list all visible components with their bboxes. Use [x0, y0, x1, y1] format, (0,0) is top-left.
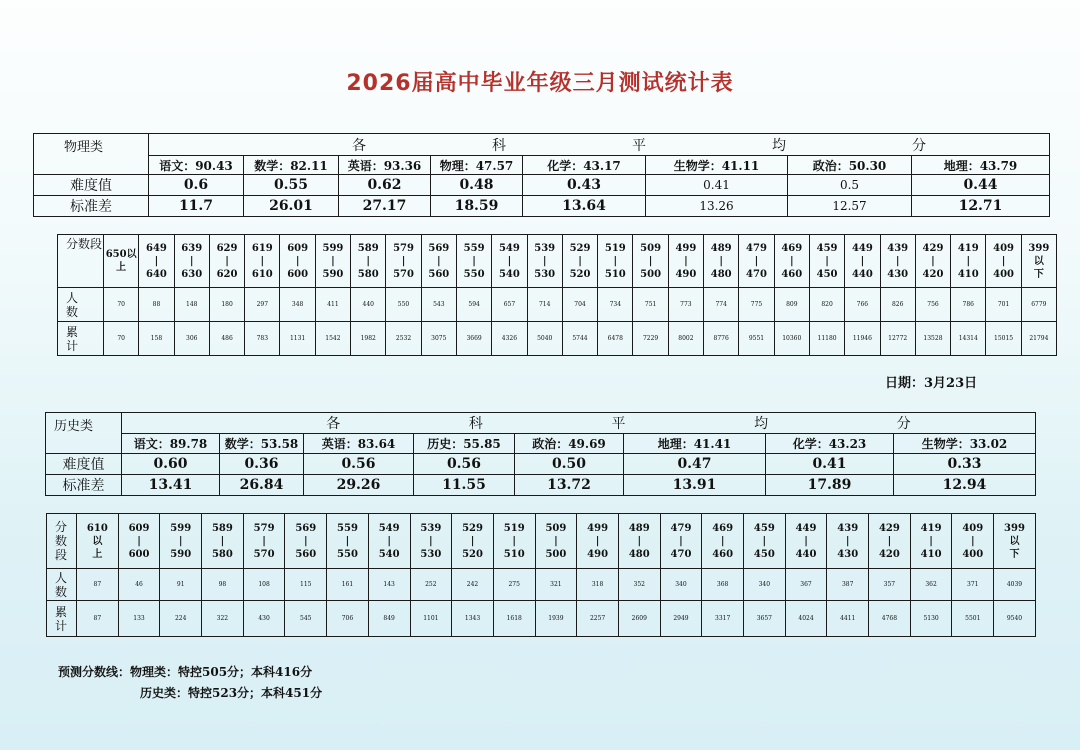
score-range: 619 | 610: [245, 235, 280, 288]
stddev-label: 标准差: [46, 475, 122, 496]
count-cell: 98: [202, 569, 244, 601]
count-cell: 88: [139, 288, 174, 322]
cumulative-cell: 11946: [845, 322, 880, 356]
cumulative-cell: 1939: [535, 601, 577, 637]
cumulative-cell: 133: [118, 601, 160, 637]
count-cell: 318: [577, 569, 619, 601]
difficulty-value: 0.41: [766, 454, 894, 475]
date-label: 日期：3月23日: [885, 376, 978, 391]
score-range: 559 | 550: [456, 235, 491, 288]
score-range: 589 | 580: [202, 514, 244, 569]
count-cell: 4039: [994, 569, 1036, 601]
count-cell: 774: [704, 288, 739, 322]
count-cell: 321: [535, 569, 577, 601]
score-range: 449 | 440: [785, 514, 827, 569]
banner-char: 科: [492, 137, 506, 154]
subject-average: 生物学：41.11: [646, 156, 788, 175]
score-range-label: 分 数 段: [47, 514, 77, 569]
count-cell: 734: [598, 288, 633, 322]
subject-average: 地理：41.41: [624, 434, 766, 454]
score-range: 579 | 570: [243, 514, 285, 569]
count-cell: 340: [744, 569, 786, 601]
score-range: 429 | 420: [869, 514, 911, 569]
cumulative-cell: 4326: [492, 322, 527, 356]
subject-average: 数学：82.11: [244, 156, 339, 175]
count-cell: 161: [327, 569, 369, 601]
score-range: 399 以 下: [1021, 235, 1056, 288]
cumulative-cell: 2609: [618, 601, 660, 637]
difficulty-value: 0.36: [220, 454, 304, 475]
cumulative-cell: 1101: [410, 601, 452, 637]
cumulative-cell: 15015: [986, 322, 1021, 356]
cumulative-cell: 545: [285, 601, 327, 637]
count-cell: 242: [452, 569, 494, 601]
stddev-value: 13.64: [523, 196, 646, 217]
difficulty-value: 0.47: [624, 454, 766, 475]
cumulative-cell: 158: [139, 322, 174, 356]
score-range: 439 | 430: [880, 235, 915, 288]
cumulative-cell: 87: [77, 601, 119, 637]
cumulative-cell: 3317: [702, 601, 744, 637]
score-range: 499 | 490: [668, 235, 703, 288]
difficulty-value: 0.60: [122, 454, 220, 475]
cumulative-cell: 11180: [809, 322, 844, 356]
count-cell: 357: [869, 569, 911, 601]
count-cell: 809: [774, 288, 809, 322]
count-cell: 766: [845, 288, 880, 322]
cumulative-cell: 1982: [351, 322, 386, 356]
score-range: 549 | 540: [492, 235, 527, 288]
count-cell: 91: [160, 569, 202, 601]
count-cell: 440: [351, 288, 386, 322]
count-cell: 180: [209, 288, 244, 322]
cumulative-cell: 70: [104, 322, 139, 356]
history-distribution-table: [46, 513, 1036, 637]
stddev-label: 标准差: [34, 196, 149, 217]
banner-char: 均: [772, 137, 786, 154]
score-range: 409 | 400: [952, 514, 994, 569]
count-cell: 252: [410, 569, 452, 601]
subject-average: 地理：43.79: [912, 156, 1050, 175]
score-range: 419 | 410: [951, 235, 986, 288]
count-cell: 148: [174, 288, 209, 322]
cumulative-cell: 13528: [915, 322, 950, 356]
difficulty-value: 0.62: [339, 175, 431, 196]
difficulty-value: 0.56: [414, 454, 515, 475]
physics-distribution-table: [57, 234, 1057, 356]
cumulative-cell: 5040: [527, 322, 562, 356]
score-range: 509 | 500: [633, 235, 668, 288]
difficulty-value: 0.33: [894, 454, 1036, 475]
banner-char: 各: [352, 137, 366, 154]
score-range: 559 | 550: [327, 514, 369, 569]
cumulative-cell: 306: [174, 322, 209, 356]
score-range: 479 | 470: [660, 514, 702, 569]
banner-char: 均: [754, 416, 769, 432]
count-cell: 70: [104, 288, 139, 322]
count-cell: 411: [315, 288, 350, 322]
banner-char: 科: [468, 416, 483, 432]
count-cell: 786: [951, 288, 986, 322]
cumulative-cell: 5130: [910, 601, 952, 637]
stddev-value: 13.72: [515, 475, 624, 496]
difficulty-value: 0.43: [523, 175, 646, 196]
cumulative-cell: 8776: [704, 322, 739, 356]
score-range: 529 | 520: [452, 514, 494, 569]
cumulative-cell: 3669: [456, 322, 491, 356]
banner-char: 分: [912, 137, 926, 154]
score-range: 419 | 410: [910, 514, 952, 569]
cumulative-cell: 1343: [452, 601, 494, 637]
cumulative-cell: 4024: [785, 601, 827, 637]
history-summary-table: [45, 412, 1036, 496]
cumulative-cell: 5744: [562, 322, 597, 356]
score-range: 489 | 480: [618, 514, 660, 569]
cumulative-cell: 1542: [315, 322, 350, 356]
count-cell: 701: [986, 288, 1021, 322]
count-cell: 773: [668, 288, 703, 322]
cumulative-cell: 2949: [660, 601, 702, 637]
subject-average: 语文：89.78: [122, 434, 220, 454]
count-cell: 367: [785, 569, 827, 601]
cumulative-cell: 9540: [994, 601, 1036, 637]
score-range: 589 | 580: [351, 235, 386, 288]
score-range: 629 | 620: [209, 235, 244, 288]
cumulative-cell: 224: [160, 601, 202, 637]
count-cell: 368: [702, 569, 744, 601]
subject-average: 化学：43.17: [523, 156, 646, 175]
stddev-value: 13.41: [122, 475, 220, 496]
difficulty-label: 难度值: [34, 175, 149, 196]
stddev-value: 27.17: [339, 196, 431, 217]
cumulative-cell: 6478: [598, 322, 633, 356]
stddev-value: 17.89: [766, 475, 894, 496]
cumulative-cell: 3657: [744, 601, 786, 637]
count-cell: 87: [77, 569, 119, 601]
cumulative-cell: 1618: [493, 601, 535, 637]
count-cell: 826: [880, 288, 915, 322]
stddev-value: 18.59: [431, 196, 523, 217]
count-cell: 550: [386, 288, 421, 322]
banner-char: 各: [326, 416, 341, 432]
stddev-value: 11.7: [149, 196, 244, 217]
banner-char: 平: [611, 416, 626, 432]
count-cell: 352: [618, 569, 660, 601]
forecast-line-history: 历史类：特控523分；本科451分: [140, 686, 323, 700]
score-range: 569 | 560: [285, 514, 327, 569]
difficulty-value: 0.6: [149, 175, 244, 196]
cumulative-cell: 4768: [869, 601, 911, 637]
count-label: 人 数: [58, 288, 104, 322]
score-range: 639 | 630: [174, 235, 209, 288]
count-cell: 714: [527, 288, 562, 322]
count-cell: 340: [660, 569, 702, 601]
difficulty-label: 难度值: [46, 454, 122, 475]
cumulative-cell: 849: [368, 601, 410, 637]
stddev-value: 12.57: [788, 196, 912, 217]
count-cell: 115: [285, 569, 327, 601]
count-cell: 775: [739, 288, 774, 322]
score-range: 529 | 520: [562, 235, 597, 288]
score-range: 469 | 460: [774, 235, 809, 288]
subject-average: 政治：50.30: [788, 156, 912, 175]
count-cell: 751: [633, 288, 668, 322]
subject-average: 语文：90.43: [149, 156, 244, 175]
cumulative-cell: 4411: [827, 601, 869, 637]
subject-average: 历史：55.85: [414, 434, 515, 454]
score-range: 489 | 480: [704, 235, 739, 288]
score-range: 610 以 上: [77, 514, 119, 569]
score-range: 609 | 600: [118, 514, 160, 569]
difficulty-value: 0.55: [244, 175, 339, 196]
cumulative-cell: 7229: [633, 322, 668, 356]
stddev-value: 12.94: [894, 475, 1036, 496]
score-range: 549 | 540: [368, 514, 410, 569]
score-range: 539 | 530: [410, 514, 452, 569]
stddev-value: 26.01: [244, 196, 339, 217]
cumulative-cell: 12772: [880, 322, 915, 356]
score-range-label: 分数段: [58, 235, 104, 288]
score-range: 499 | 490: [577, 514, 619, 569]
score-range: 509 | 500: [535, 514, 577, 569]
count-cell: 275: [493, 569, 535, 601]
cumulative-cell: 14314: [951, 322, 986, 356]
stddev-value: 29.26: [304, 475, 414, 496]
count-cell: 756: [915, 288, 950, 322]
difficulty-value: 0.48: [431, 175, 523, 196]
difficulty-value: 0.44: [912, 175, 1050, 196]
score-range: 459 | 450: [809, 235, 844, 288]
cumulative-cell: 3075: [421, 322, 456, 356]
banner-char: 平: [632, 137, 646, 154]
subject-average: 物理：47.57: [431, 156, 523, 175]
count-cell: 143: [368, 569, 410, 601]
subject-average: 政治：49.69: [515, 434, 624, 454]
cumulative-cell: 706: [327, 601, 369, 637]
score-range: 409 | 400: [986, 235, 1021, 288]
score-range: 569 | 560: [421, 235, 456, 288]
count-cell: 543: [421, 288, 456, 322]
history-banner: [122, 413, 1036, 434]
score-range: 479 | 470: [739, 235, 774, 288]
subject-average: 英语：93.36: [339, 156, 431, 175]
stddev-value: 13.26: [646, 196, 788, 217]
cumulative-cell: 1131: [280, 322, 315, 356]
score-range: 650以 上: [104, 235, 139, 288]
score-range: 609 | 600: [280, 235, 315, 288]
count-cell: 371: [952, 569, 994, 601]
score-range: 649 | 640: [139, 235, 174, 288]
subject-average: 英语：83.64: [304, 434, 414, 454]
count-cell: 108: [243, 569, 285, 601]
score-range: 539 | 530: [527, 235, 562, 288]
stddev-value: 26.84: [220, 475, 304, 496]
count-cell: 46: [118, 569, 160, 601]
score-range: 449 | 440: [845, 235, 880, 288]
difficulty-value: 0.56: [304, 454, 414, 475]
score-range: 399 以 下: [994, 514, 1036, 569]
subject-average: 数学：53.58: [220, 434, 304, 454]
cumulative-label: 累 计: [58, 322, 104, 356]
banner-char: 分: [896, 416, 911, 432]
cumulative-cell: 21794: [1021, 322, 1056, 356]
cumulative-cell: 5501: [952, 601, 994, 637]
count-cell: 387: [827, 569, 869, 601]
physics-banner: [149, 134, 1050, 156]
subject-average: 生物学：33.02: [894, 434, 1036, 454]
score-range: 579 | 570: [386, 235, 421, 288]
count-cell: 297: [245, 288, 280, 322]
page-title: 2026届高中毕业年级三月测试统计表: [346, 71, 734, 96]
cumulative-cell: 9551: [739, 322, 774, 356]
count-cell: 594: [456, 288, 491, 322]
difficulty-value: 0.50: [515, 454, 624, 475]
score-range: 469 | 460: [702, 514, 744, 569]
count-cell: 657: [492, 288, 527, 322]
difficulty-value: 0.5: [788, 175, 912, 196]
count-label: 人 数: [47, 569, 77, 601]
cumulative-cell: 486: [209, 322, 244, 356]
cumulative-cell: 8002: [668, 322, 703, 356]
score-range: 439 | 430: [827, 514, 869, 569]
stddev-value: 12.71: [912, 196, 1050, 217]
count-cell: 362: [910, 569, 952, 601]
score-range: 599 | 590: [315, 235, 350, 288]
physics-summary-table: [33, 133, 1050, 217]
score-range: 519 | 510: [598, 235, 633, 288]
cumulative-cell: 10360: [774, 322, 809, 356]
cumulative-cell: 2532: [386, 322, 421, 356]
difficulty-value: 0.41: [646, 175, 788, 196]
stddev-value: 11.55: [414, 475, 515, 496]
score-range: 519 | 510: [493, 514, 535, 569]
subject-average: 化学：43.23: [766, 434, 894, 454]
score-range: 429 | 420: [915, 235, 950, 288]
score-range: 599 | 590: [160, 514, 202, 569]
count-cell: 704: [562, 288, 597, 322]
count-cell: 6779: [1021, 288, 1056, 322]
count-cell: 348: [280, 288, 315, 322]
cumulative-label: 累 计: [47, 601, 77, 637]
score-range: 459 | 450: [744, 514, 786, 569]
cumulative-cell: 2257: [577, 601, 619, 637]
stddev-value: 13.91: [624, 475, 766, 496]
physics-category-label: 物理类: [34, 134, 149, 175]
count-cell: 820: [809, 288, 844, 322]
cumulative-cell: 430: [243, 601, 285, 637]
cumulative-cell: 783: [245, 322, 280, 356]
history-category-label: 历史类: [46, 413, 122, 454]
cumulative-cell: 322: [202, 601, 244, 637]
forecast-line-physics: 预测分数线：物理类：特控505分；本科416分: [58, 665, 313, 679]
